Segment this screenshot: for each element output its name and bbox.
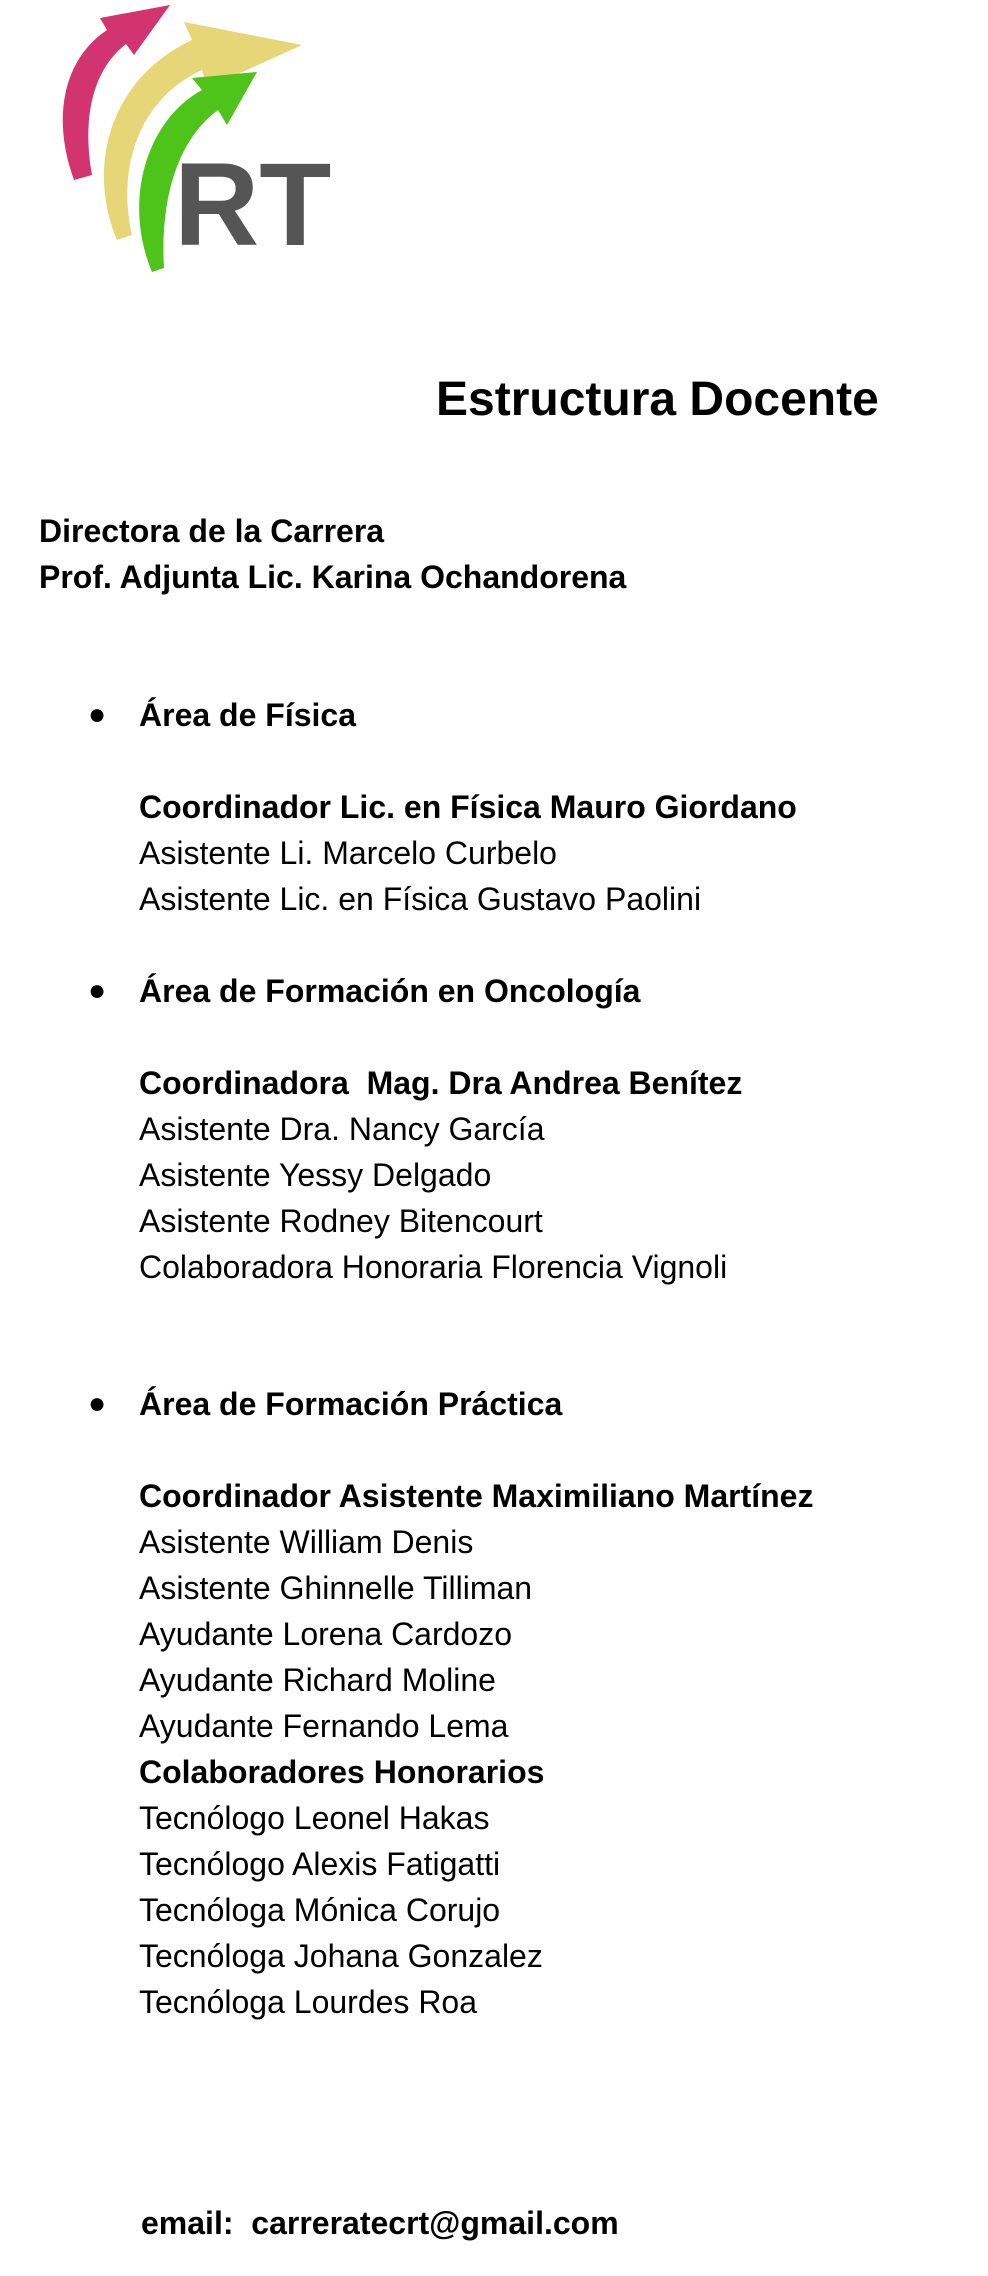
page-title: Estructura Docente <box>436 373 879 426</box>
area-coordinator: Coordinador Lic. en Física Mauro Giordano <box>139 789 797 825</box>
list-item: Tecnólogo Leonel Hakas <box>139 1800 490 1836</box>
logo-text: RT <box>174 139 332 271</box>
director-name: Prof. Adjunta Lic. Karina Ochandorena <box>39 559 627 595</box>
list-item: Asistente Dra. Nancy García <box>139 1111 545 1147</box>
list-item: Asistente Ghinnelle Tilliman <box>139 1570 533 1606</box>
list-item: Ayudante Richard Moline <box>139 1662 496 1698</box>
area-coordinator: Coordinador Asistente Maximiliano Martínez <box>139 1478 814 1514</box>
area-title: Área de Formación en Oncología <box>139 973 641 1009</box>
area-members <box>139 1473 813 2025</box>
list-item: Tecnólogo Alexis Fatigatti <box>139 1846 501 1882</box>
bullet-icon: ● <box>88 698 107 731</box>
director-role: Directora de la Carrera <box>39 513 385 549</box>
list-item: Asistente Lic. en Física Gustavo Paolini <box>139 881 702 917</box>
contact-email: email: carreratecrt@gmail.com <box>141 2205 619 2241</box>
list-item: Ayudante Fernando Lema <box>139 1708 509 1744</box>
list-item: Asistente Rodney Bitencourt <box>139 1203 543 1239</box>
area-title: Área de Física <box>139 697 356 733</box>
rt-logo <box>52 0 332 285</box>
list-item: Colaboradora Honoraria Florencia Vignoli <box>139 1249 728 1285</box>
list-item: Asistente William Denis <box>139 1524 474 1560</box>
list-item: Tecnóloga Lourdes Roa <box>139 1984 478 2020</box>
rt-logo-graphic <box>52 0 332 285</box>
list-item: Asistente Yessy Delgado <box>139 1157 492 1193</box>
list-item: Tecnóloga Johana Gonzalez <box>139 1938 543 1974</box>
director-block <box>39 508 626 600</box>
area-title: Área de Formación Práctica <box>139 1386 563 1422</box>
bullet-icon: ● <box>88 974 107 1007</box>
area-members <box>139 1060 742 1290</box>
list-item: Ayudante Lorena Cardozo <box>139 1616 513 1652</box>
bullet-icon: ● <box>88 1387 107 1420</box>
list-item: Tecnóloga Mónica Corujo <box>139 1892 501 1928</box>
list-item: Asistente Li. Marcelo Curbelo <box>139 835 557 871</box>
area-coordinator: Coordinadora Mag. Dra Andrea Benítez <box>139 1065 743 1101</box>
honorary-heading: Colaboradores Honorarios <box>139 1754 545 1790</box>
area-members <box>139 784 797 922</box>
